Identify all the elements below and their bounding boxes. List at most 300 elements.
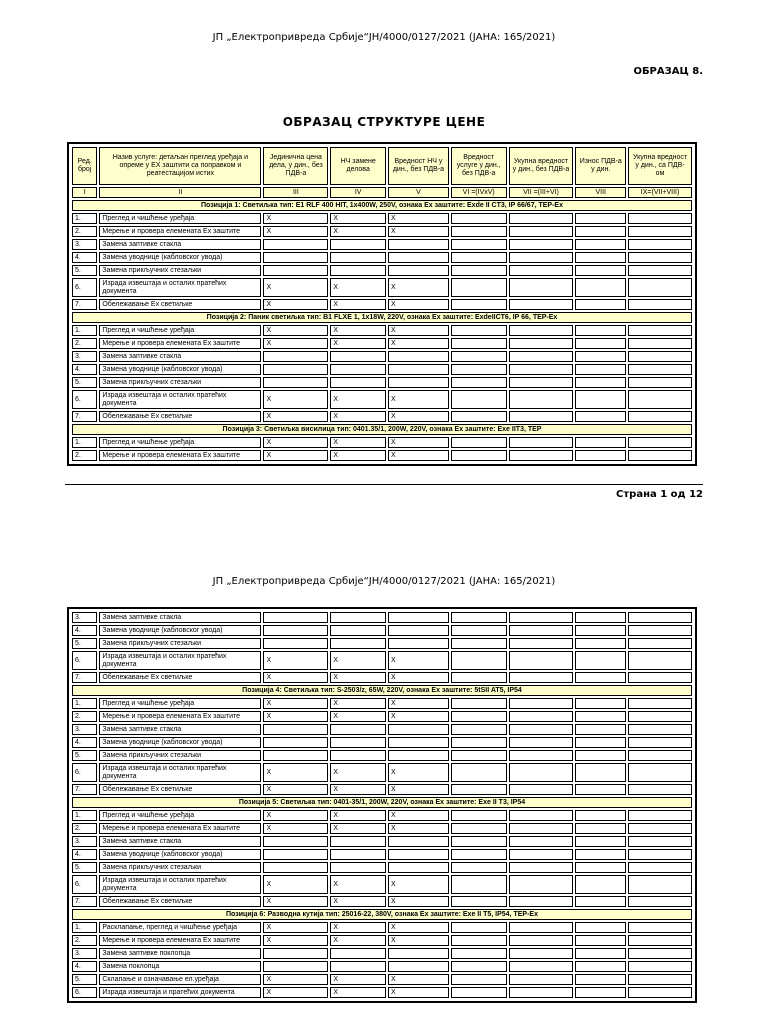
service-description: Замена уводнице (кабловског увода): [99, 364, 261, 375]
unit-price-cell: X: [263, 651, 328, 670]
labor-value-cell: X: [388, 299, 449, 310]
row-number: 3.: [72, 948, 97, 959]
labor-value-cell: [388, 724, 449, 735]
service-value-cell: [451, 948, 507, 959]
labor-hours-cell: X: [330, 823, 386, 834]
row-number: 1.: [72, 810, 97, 821]
labor-hours-cell: [330, 862, 386, 873]
labor-hours-cell: X: [330, 437, 386, 448]
document-header: ЈП „Електропривреда Србије“ЈН/4000/0127/2021 (ЈАНА: 165/2021): [212, 32, 556, 43]
service-value-cell: [451, 325, 507, 336]
vat-amount-cell: [575, 325, 626, 336]
table-row: [72, 338, 692, 349]
service-description: Склапање и означавање ел.уређаја: [99, 974, 261, 985]
labor-hours-cell: [330, 750, 386, 761]
vat-amount-cell: [575, 974, 626, 985]
total-no-vat-cell: [509, 948, 574, 959]
vat-amount-cell: [575, 437, 626, 448]
service-description: Замена уводнице (кабловског увода): [99, 737, 261, 748]
vat-amount-cell: [575, 810, 626, 821]
total-with-vat-cell: [628, 265, 692, 276]
vat-amount-cell: [575, 278, 626, 297]
unit-price-cell: X: [263, 450, 328, 461]
service-description: Расклапање, преглед и чишћење уређаја: [99, 922, 261, 933]
total-with-vat-cell: [628, 948, 692, 959]
total-with-vat-cell: [628, 961, 692, 972]
total-no-vat-cell: [509, 750, 574, 761]
labor-value-cell: [388, 625, 449, 636]
labor-hours-cell: X: [330, 810, 386, 821]
table-row: [72, 411, 692, 422]
unit-price-cell: [263, 351, 328, 362]
vat-amount-cell: [575, 638, 626, 649]
labor-hours-cell: X: [330, 896, 386, 907]
table-row: [72, 849, 692, 860]
vat-amount-cell: [575, 935, 626, 946]
total-no-vat-cell: [509, 390, 574, 409]
total-no-vat-cell: [509, 364, 574, 375]
service-value-cell: [451, 987, 507, 998]
total-with-vat-cell: [628, 390, 692, 409]
table-row: [72, 961, 692, 972]
labor-hours-cell: X: [330, 784, 386, 795]
vat-amount-cell: [575, 896, 626, 907]
total-with-vat-cell: [628, 875, 692, 894]
service-description: Мерење и провера елемената Ex заштите: [99, 711, 261, 722]
service-value-cell: [451, 974, 507, 985]
total-no-vat-cell: [509, 252, 574, 263]
table-row: [72, 625, 692, 636]
service-value-cell: [451, 896, 507, 907]
total-no-vat-cell: [509, 672, 574, 683]
unit-price-cell: X: [263, 299, 328, 310]
total-with-vat-cell: [628, 737, 692, 748]
row-number: 3.: [72, 351, 97, 362]
total-no-vat-cell: [509, 823, 574, 834]
unit-price-cell: [263, 750, 328, 761]
labor-hours-cell: [330, 961, 386, 972]
position-heading: Позиција 6: Разводна кутија тип: 25016-22, 380V, ознака Ex заштите: Exe II T5, IP54, TEP-Ex: [72, 909, 692, 920]
row-number: 5.: [72, 862, 97, 873]
row-number: 5.: [72, 750, 97, 761]
labor-hours-cell: X: [330, 299, 386, 310]
service-description: Замена заптивке поклопца: [99, 948, 261, 959]
vat-amount-cell: [575, 651, 626, 670]
table-row: [72, 377, 692, 388]
document-header-page-2: ЈП „Електропривреда Србије“ЈН/4000/0127/2021 (ЈАНА: 165/2021): [212, 576, 556, 587]
table-row: [72, 450, 692, 461]
labor-value-cell: X: [388, 823, 449, 834]
total-with-vat-cell: [628, 638, 692, 649]
unit-price-cell: [263, 961, 328, 972]
service-value-cell: [451, 252, 507, 263]
service-value-cell: [451, 239, 507, 250]
labor-hours-cell: X: [330, 974, 386, 985]
row-number: 4.: [72, 252, 97, 263]
service-description: Замена заптивке стакла: [99, 351, 261, 362]
labor-value-cell: [388, 961, 449, 972]
table-row: [72, 823, 692, 834]
service-value-cell: [451, 935, 507, 946]
row-number: 6.: [72, 651, 97, 670]
table-row: [72, 213, 692, 224]
row-number: 5.: [72, 377, 97, 388]
table-row: [72, 935, 692, 946]
row-number: 4.: [72, 737, 97, 748]
total-with-vat-cell: [628, 351, 692, 362]
total-no-vat-cell: [509, 411, 574, 422]
service-value-cell: [451, 364, 507, 375]
labor-hours-cell: [330, 948, 386, 959]
labor-value-cell: [388, 638, 449, 649]
position-heading-row: [72, 312, 692, 323]
service-value-cell: [451, 278, 507, 297]
service-description: Замена заптивке стакла: [99, 724, 261, 735]
row-number: 4.: [72, 849, 97, 860]
row-number: 3.: [72, 612, 97, 623]
labor-hours-cell: [330, 612, 386, 623]
labor-value-cell: X: [388, 875, 449, 894]
row-number: 1.: [72, 213, 97, 224]
vat-amount-cell: [575, 875, 626, 894]
row-number: 1.: [72, 437, 97, 448]
total-with-vat-cell: [628, 987, 692, 998]
labor-value-cell: X: [388, 325, 449, 336]
total-with-vat-cell: [628, 711, 692, 722]
total-no-vat-cell: [509, 961, 574, 972]
row-number: 7.: [72, 411, 97, 422]
column-number: V: [388, 187, 449, 198]
total-no-vat-cell: [509, 922, 574, 933]
table-row: [72, 948, 692, 959]
vat-amount-cell: [575, 711, 626, 722]
table-row: [72, 836, 692, 847]
service-description: Обележавање Ex светиљке: [99, 411, 261, 422]
total-with-vat-cell: [628, 935, 692, 946]
total-no-vat-cell: [509, 338, 574, 349]
labor-value-cell: [388, 836, 449, 847]
total-no-vat-cell: [509, 325, 574, 336]
service-value-cell: [451, 750, 507, 761]
total-with-vat-cell: [628, 763, 692, 782]
row-number: 6.: [72, 278, 97, 297]
labor-hours-cell: [330, 377, 386, 388]
unit-price-cell: X: [263, 437, 328, 448]
service-description: Обележавање Ex светиљке: [99, 299, 261, 310]
vat-amount-cell: [575, 849, 626, 860]
labor-hours-cell: X: [330, 875, 386, 894]
labor-hours-cell: [330, 351, 386, 362]
table-header-row: [72, 147, 692, 185]
column-numbering-row: [72, 187, 692, 198]
service-description: Израда извештаја и осталих пратећих документа: [99, 651, 261, 670]
price-structure-table-2: [67, 607, 697, 1003]
service-value-cell: [451, 390, 507, 409]
row-number: 2.: [72, 338, 97, 349]
unit-price-cell: X: [263, 325, 328, 336]
unit-price-cell: [263, 625, 328, 636]
total-with-vat-cell: [628, 849, 692, 860]
position-heading: Позиција 3: Светиљка висилица тип: 0401.35/1, 200W, 220V, ознака Ex заштите: Exe IIT3, TEP: [72, 424, 692, 435]
service-description: Замена прикључних стезаљки: [99, 750, 261, 761]
total-no-vat-cell: [509, 875, 574, 894]
service-description: Мерење и провера елемената Ex заштите: [99, 935, 261, 946]
total-with-vat-cell: [628, 922, 692, 933]
column-header: Износ ПДВ-а у дин.: [575, 147, 626, 185]
total-with-vat-cell: [628, 252, 692, 263]
labor-hours-cell: [330, 836, 386, 847]
service-value-cell: [451, 862, 507, 873]
table-row: [72, 364, 692, 375]
labor-hours-cell: [330, 737, 386, 748]
service-description: Израда извештаја и осталих пратећих документа: [99, 390, 261, 409]
table-row: [72, 265, 692, 276]
labor-value-cell: X: [388, 784, 449, 795]
vat-amount-cell: [575, 625, 626, 636]
vat-amount-cell: [575, 450, 626, 461]
labor-hours-cell: X: [330, 711, 386, 722]
total-with-vat-cell: [628, 974, 692, 985]
service-description: Преглед и чишћење уређаја: [99, 213, 261, 224]
unit-price-cell: X: [263, 338, 328, 349]
vat-amount-cell: [575, 390, 626, 409]
service-value-cell: [451, 612, 507, 623]
column-header: Укупна вредност у дин., без ПДВ-а: [509, 147, 574, 185]
unit-price-cell: X: [263, 784, 328, 795]
total-with-vat-cell: [628, 450, 692, 461]
vat-amount-cell: [575, 239, 626, 250]
service-description: Израда извештаја и осталих пратећих документа: [99, 278, 261, 297]
column-header: Назив услуге: детаљан преглед уређаја и опреме у ЕХ заштити са поправком и реатестацијом истих: [99, 147, 261, 185]
service-value-cell: [451, 265, 507, 276]
column-number: I: [72, 187, 97, 198]
labor-value-cell: X: [388, 213, 449, 224]
unit-price-cell: X: [263, 875, 328, 894]
labor-hours-cell: X: [330, 935, 386, 946]
service-description: Преглед и чишћење уређаја: [99, 325, 261, 336]
table-row: [72, 711, 692, 722]
vat-amount-cell: [575, 784, 626, 795]
total-with-vat-cell: [628, 750, 692, 761]
table-row: [72, 252, 692, 263]
labor-value-cell: X: [388, 974, 449, 985]
total-with-vat-cell: [628, 612, 692, 623]
total-with-vat-cell: [628, 411, 692, 422]
labor-value-cell: [388, 849, 449, 860]
service-description: Преглед и чишћење уређаја: [99, 810, 261, 821]
total-no-vat-cell: [509, 935, 574, 946]
total-no-vat-cell: [509, 213, 574, 224]
table-row: [72, 299, 692, 310]
total-with-vat-cell: [628, 437, 692, 448]
total-with-vat-cell: [628, 823, 692, 834]
row-number: 6.: [72, 763, 97, 782]
total-no-vat-cell: [509, 763, 574, 782]
table-row: [72, 351, 692, 362]
table-row: [72, 810, 692, 821]
vat-amount-cell: [575, 737, 626, 748]
unit-price-cell: [263, 265, 328, 276]
vat-amount-cell: [575, 351, 626, 362]
total-no-vat-cell: [509, 836, 574, 847]
labor-value-cell: [388, 239, 449, 250]
total-with-vat-cell: [628, 672, 692, 683]
total-with-vat-cell: [628, 239, 692, 250]
service-description: Замена заптивке стакла: [99, 239, 261, 250]
table-row: [72, 239, 692, 250]
service-description: Замена поклопца: [99, 961, 261, 972]
unit-price-cell: X: [263, 213, 328, 224]
total-no-vat-cell: [509, 711, 574, 722]
total-with-vat-cell: [628, 836, 692, 847]
column-header: НЧ замене делова: [330, 147, 386, 185]
table-row: [72, 638, 692, 649]
row-number: 5.: [72, 638, 97, 649]
row-number: 3.: [72, 836, 97, 847]
total-with-vat-cell: [628, 377, 692, 388]
vat-amount-cell: [575, 823, 626, 834]
labor-value-cell: X: [388, 896, 449, 907]
labor-value-cell: [388, 862, 449, 873]
labor-value-cell: X: [388, 338, 449, 349]
service-value-cell: [451, 698, 507, 709]
labor-hours-cell: [330, 265, 386, 276]
total-no-vat-cell: [509, 377, 574, 388]
total-no-vat-cell: [509, 265, 574, 276]
service-value-cell: [451, 922, 507, 933]
row-number: 3.: [72, 724, 97, 735]
unit-price-cell: X: [263, 411, 328, 422]
labor-value-cell: [388, 750, 449, 761]
row-number: 2.: [72, 935, 97, 946]
service-description: Преглед и чишћење уређаја: [99, 437, 261, 448]
labor-value-cell: [388, 737, 449, 748]
total-no-vat-cell: [509, 239, 574, 250]
labor-value-cell: X: [388, 651, 449, 670]
vat-amount-cell: [575, 750, 626, 761]
total-with-vat-cell: [628, 338, 692, 349]
service-value-cell: [451, 351, 507, 362]
table-row: [72, 651, 692, 670]
labor-hours-cell: X: [330, 922, 386, 933]
unit-price-cell: [263, 612, 328, 623]
column-number: II: [99, 187, 261, 198]
labor-hours-cell: X: [330, 411, 386, 422]
table-row: [72, 226, 692, 237]
total-no-vat-cell: [509, 299, 574, 310]
unit-price-cell: [263, 724, 328, 735]
position-heading-row: [72, 685, 692, 696]
vat-amount-cell: [575, 763, 626, 782]
unit-price-cell: X: [263, 672, 328, 683]
row-number: 1.: [72, 325, 97, 336]
labor-value-cell: X: [388, 698, 449, 709]
total-no-vat-cell: [509, 698, 574, 709]
position-heading: Позиција 4: Светиљка тип: S-2503/z, 65W, 220V, ознака Ex заштите: 5tSII AT5, IP54: [72, 685, 692, 696]
labor-value-cell: [388, 377, 449, 388]
table-row: [72, 922, 692, 933]
labor-value-cell: X: [388, 390, 449, 409]
service-value-cell: [451, 411, 507, 422]
service-value-cell: [451, 651, 507, 670]
unit-price-cell: X: [263, 278, 328, 297]
vat-amount-cell: [575, 672, 626, 683]
unit-price-cell: [263, 364, 328, 375]
total-no-vat-cell: [509, 737, 574, 748]
total-no-vat-cell: [509, 974, 574, 985]
service-description: Замена прикључних стезаљки: [99, 638, 261, 649]
page-title: ОБРАЗАЦ СТРУКТУРЕ ЦЕНЕ: [282, 115, 486, 129]
vat-amount-cell: [575, 299, 626, 310]
row-number: 3.: [72, 239, 97, 250]
unit-price-cell: X: [263, 896, 328, 907]
unit-price-cell: X: [263, 935, 328, 946]
labor-hours-cell: [330, 849, 386, 860]
row-number: 7.: [72, 784, 97, 795]
labor-value-cell: [388, 252, 449, 263]
service-description: Мерење и провера елемената Ex заштите: [99, 338, 261, 349]
service-description: Замена прикључних стезаљки: [99, 862, 261, 873]
labor-value-cell: [388, 265, 449, 276]
total-with-vat-cell: [628, 213, 692, 224]
total-with-vat-cell: [628, 724, 692, 735]
row-number: 6.: [72, 987, 97, 998]
unit-price-cell: X: [263, 823, 328, 834]
unit-price-cell: X: [263, 987, 328, 998]
service-value-cell: [451, 437, 507, 448]
total-with-vat-cell: [628, 299, 692, 310]
service-description: Замена прикључних стезаљки: [99, 377, 261, 388]
row-number: 7.: [72, 896, 97, 907]
labor-hours-cell: X: [330, 390, 386, 409]
total-no-vat-cell: [509, 849, 574, 860]
service-value-cell: [451, 299, 507, 310]
labor-value-cell: X: [388, 450, 449, 461]
unit-price-cell: [263, 239, 328, 250]
labor-hours-cell: [330, 625, 386, 636]
column-number: VII =(III+VI): [509, 187, 574, 198]
labor-value-cell: X: [388, 763, 449, 782]
total-with-vat-cell: [628, 896, 692, 907]
labor-value-cell: X: [388, 987, 449, 998]
labor-hours-cell: X: [330, 226, 386, 237]
labor-value-cell: X: [388, 672, 449, 683]
labor-hours-cell: X: [330, 213, 386, 224]
total-with-vat-cell: [628, 364, 692, 375]
labor-hours-cell: X: [330, 987, 386, 998]
service-value-cell: [451, 784, 507, 795]
vat-amount-cell: [575, 987, 626, 998]
row-number: 6.: [72, 875, 97, 894]
table-row: [72, 325, 692, 336]
service-value-cell: [451, 450, 507, 461]
total-no-vat-cell: [509, 278, 574, 297]
row-number: 1.: [72, 922, 97, 933]
total-with-vat-cell: [628, 810, 692, 821]
position-heading: Позиција 5: Светиљка тип: 0401-35/1, 200W, 220V, ознака Ex заштите: Exe II T3, IP54: [72, 797, 692, 808]
service-description: Израда извештаја и пратећих документа: [99, 987, 261, 998]
vat-amount-cell: [575, 411, 626, 422]
unit-price-cell: [263, 849, 328, 860]
unit-price-cell: X: [263, 698, 328, 709]
labor-hours-cell: X: [330, 651, 386, 670]
unit-price-cell: [263, 252, 328, 263]
labor-value-cell: X: [388, 810, 449, 821]
labor-hours-cell: [330, 724, 386, 735]
labor-hours-cell: [330, 239, 386, 250]
labor-value-cell: [388, 364, 449, 375]
row-number: 2.: [72, 823, 97, 834]
